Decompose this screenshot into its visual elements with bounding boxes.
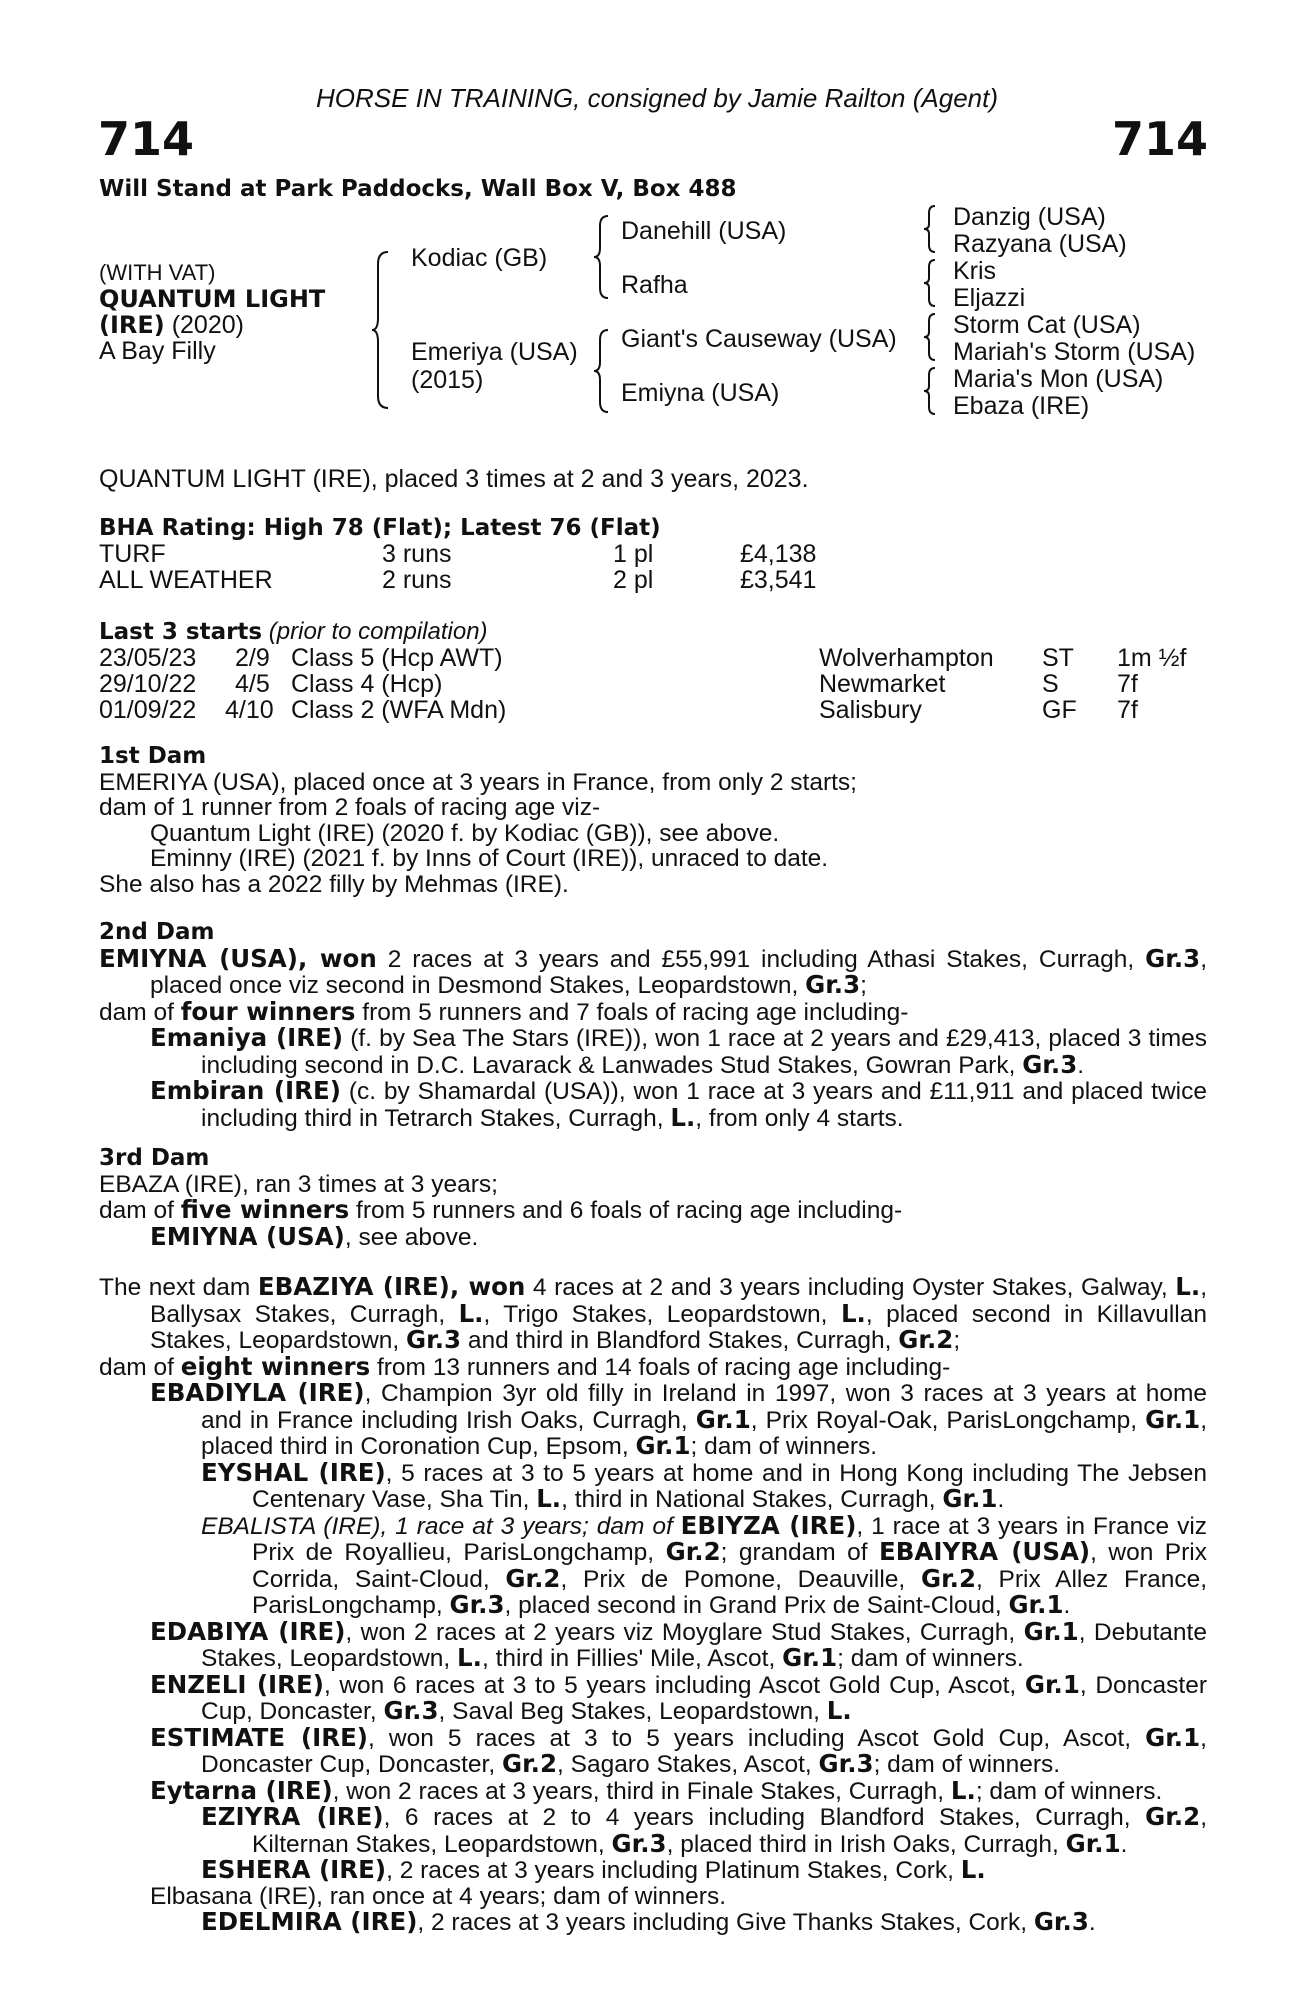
start-position: 4/5 [235,670,270,698]
consignment-line: HORSE IN TRAINING, consigned by Jamie Railton (Agent) [315,83,999,113]
record-text: EBALISTA (IRE), 1 race at 3 years; dam of [201,1512,681,1540]
grade-label: Gr.3 [383,1696,439,1725]
dam-name: EBAZIYA (IRE), won [257,1272,526,1301]
produce-entry [99,1457,1208,1513]
pedigree-brace-sire [592,214,612,300]
grade-label: Gr.2 [505,1563,561,1593]
produce-entry [99,1722,1207,1778]
start-distance: 7f [1117,696,1138,724]
dam-name [411,338,578,394]
g3-ancestor: Maria's Mon (USA) [953,365,1164,393]
horse-country: (IRE) [99,311,165,339]
third-dam-heading: 3rd Dam [99,1145,210,1171]
grade-label: Gr.3 [406,1325,462,1354]
grade-label: Gr.1 [942,1484,998,1513]
start-date: 01/09/22 [99,696,197,724]
produce-name: Emaniya (IRE) [150,1023,344,1052]
grade-label: L. [458,1298,484,1328]
pedigree-brace-dam [592,328,612,414]
grade-label: L. [826,1696,852,1725]
record-text: , placed second in Grand Prix de Saint-Cloud, [504,1592,1009,1619]
first-dam-section [99,744,1207,897]
record-text: , won 6 races at 3 to 5 years including Ascot Gold Cup, Ascot, [323,1671,1025,1699]
g3-ancestor: Mariah's Storm (USA) [953,338,1196,366]
produce-name: ESHERA (IRE) [201,1855,387,1884]
rating-placed: 2 pl [613,566,654,594]
punctuation: ; [953,1327,961,1354]
record-text: , Doncaster Cup, Doncaster, [201,1724,1207,1778]
punctuation: . [1120,1830,1128,1858]
start-race: Class 2 (WFA Mdn) [291,696,507,724]
record-text: , won Prix Corrida, Saint-Cloud, [252,1539,1208,1593]
record-text: , Saval Beg Stakes, Leopardstown, [438,1698,827,1725]
produce-name: EBAIYRA (USA) [878,1537,1091,1566]
produce-name: EDELMIRA (IRE) [201,1907,418,1936]
record-text: , placed third in Irish Oaks, Curragh, [666,1830,1066,1858]
record-text: , third in Fillies' Mile, Ascot, [481,1645,783,1672]
pedigree-brace-g3-2 [922,258,938,308]
record-text: , won 2 races at 3 years, third in Finale Stakes, Curragh, [332,1777,951,1805]
start-row [99,671,1219,697]
rating-placed: 1 pl [613,540,654,568]
record-text: , placed third in Coronation Cup, Epsom, [201,1406,1207,1460]
record-text: ; dam of winners. [873,1751,1061,1778]
sire-name: Kodiac (GB) [411,244,548,272]
punctuation: . [997,1486,1005,1513]
start-position: 2/9 [235,644,270,672]
first-dam-line: She also has a 2022 filly by Mehmas (IRE). [99,870,569,898]
dam-name-line1: Emeriya (USA) [411,338,578,366]
punctuation: . [1077,1051,1085,1079]
second-dam-produce-intro [99,996,1207,1026]
record-text: 2 races at 3 years and £55,991 including Athasi Stakes, Curragh, [376,945,1146,973]
record-text: 4 races at 2 and 3 years including Oyster Stakes, Galway, [525,1274,1176,1301]
grade-label: Gr.1 [695,1404,751,1434]
record-text: , Sagaro Stakes, Ascot, [557,1751,819,1778]
horse-name: QUANTUM LIGHT [99,285,326,313]
starts-title: Last 3 starts [99,619,263,645]
grade-label: Gr.3 [611,1828,667,1858]
produce-entry [99,1669,1207,1725]
third-dam-line: EBAZA (IRE), ran 3 times at 3 years; [99,1170,498,1198]
record-text: dam of [99,998,181,1026]
record-text: ; dam of winners. [837,1645,1024,1672]
start-distance: 1m ½f [1117,644,1187,672]
produce-entry [99,1221,1207,1251]
produce-name: EDABIYA (IRE) [150,1616,346,1646]
dam-sire: Giant's Causeway (USA) [621,325,897,353]
rating-surface: ALL WEATHER [99,566,273,594]
lot-number-right: 714 [1111,112,1208,166]
grade-label: L. [1175,1272,1201,1301]
g3-ancestor: Eljazzi [953,284,1026,312]
start-position: 4/10 [225,696,274,724]
produce-entry [99,1025,1207,1078]
grade-label: Gr.1 [635,1431,691,1460]
pedigree-brace-g3-4 [922,366,938,416]
rating-title: BHA Rating: High 78 (Flat); Latest 76 (Flat) [99,515,661,541]
sire-dam: Rafha [621,271,688,299]
produce-entry [99,1909,1207,1936]
next-dam-produce-intro [99,1351,1207,1381]
record-text: from 5 runners and 7 foals of racing age including- [355,998,909,1026]
record-text: , Trigo Stakes, Leopardstown, [483,1300,841,1328]
record-text: (c. by Shamardal (USA)), won 1 race at 3 years and £11,911 and placed twice including third in Tetrarch Stakes, Curragh, [201,1078,1207,1132]
g3-ancestor: Ebaza (IRE) [953,392,1090,420]
dam-foaled-year: (2015) [411,366,484,394]
grade-label: L. [457,1643,482,1672]
grade-label: Gr.1 [1023,1616,1079,1646]
start-race: Class 5 (Hcp AWT) [291,644,503,672]
grade-label: L. [840,1298,866,1328]
grade-label: Gr.1 [1024,1669,1080,1699]
dam-name: EMIYNA (USA), won [99,943,377,973]
grade-label: Gr.3 [1145,943,1201,973]
first-dam-line: dam of 1 runner from 2 foals of racing age viz- [99,794,601,821]
punctuation: ; [860,972,867,999]
record-text: , won 5 races at 3 to 5 years including Ascot Gold Cup, Ascot, [368,1724,1146,1752]
start-date: 29/10/22 [99,670,197,698]
produce-entry [99,1380,1207,1460]
horse-year: (2020) [171,311,244,339]
record-text: , third in National Stakes, Curragh, [561,1486,943,1513]
first-dam-line: EMERIYA (USA), placed once at 3 years in France, from only 2 starts; [99,768,857,796]
starts-note: (prior to compilation) [268,618,488,645]
record-text: , see above. [344,1223,479,1251]
produce-name: Eytarna (IRE) [150,1775,333,1805]
g3-ancestor: Danzig (USA) [953,203,1106,231]
record-text: , 2 races at 3 years including Platinum Stakes, Cork, [386,1857,961,1884]
grade-label: Gr.3 [1022,1049,1078,1079]
start-race: Class 4 (Hcp) [291,670,443,698]
grade-label: Gr.2 [665,1537,721,1566]
start-row [99,645,1219,671]
start-date: 23/05/23 [99,644,197,672]
next-dam-section [99,1274,1207,1936]
first-dam-produce: Eminny (IRE) (2021 f. by Inns of Court (IRE)), unraced to date. [150,845,829,872]
grade-label: Gr.1 [1065,1828,1121,1858]
record-text: , Champion 3yr old filly in Ireland in 1997, won 3 races at 3 years at home and in France including Irish Oaks, Curragh, [201,1380,1207,1434]
grade-label: Gr.2 [1145,1802,1201,1831]
rating-prize: £3,541 [740,566,817,594]
start-going: GF [1042,696,1077,724]
grade-label: Gr.3 [1033,1907,1089,1936]
start-row [99,697,1219,723]
record-text: , Prix de Pomone, Deauville, [560,1565,921,1593]
start-course: Wolverhampton [819,644,994,672]
record-text: ; grandam of [720,1539,879,1566]
winners-count: five winners [180,1195,350,1224]
produce-name: EBADIYLA (IRE) [150,1378,365,1407]
second-dam-record [99,943,1207,999]
record-text: ; dam of winners. [690,1433,878,1460]
horse-description: A Bay Filly [99,337,216,365]
record-text: , 5 races at 3 to 5 years at home and in Hong Kong including The Jebsen Centenary Vase, Sha Tin, [252,1459,1208,1513]
record-text: , from only 4 starts. [695,1104,904,1132]
produce-name: Embiran (IRE) [150,1076,341,1105]
vat-note: (WITH VAT) [99,260,216,285]
grade-label: Gr.1 [1145,1404,1201,1434]
second-dam-heading: 2nd Dam [99,919,215,945]
rating-surface: TURF [99,540,166,568]
record-text: , placed second in Killavullan Stakes, Leopardstown, [150,1300,1207,1354]
record-text: from 13 runners and 14 foals of racing age including- [370,1353,951,1381]
first-dam-produce: Quantum Light (IRE) (2020 f. by Kodiac (GB)), see above. [150,819,780,847]
grade-label: Gr.2 [898,1325,954,1354]
third-generation [953,204,1195,420]
produce-entry [99,1510,1208,1619]
grade-label: L. [536,1484,562,1513]
produce-entry [99,1078,1207,1131]
g3-ancestor: Storm Cat (USA) [953,311,1141,339]
grade-label: Gr.3 [818,1749,874,1778]
next-dam-record [99,1274,1207,1354]
grade-label: Gr.2 [501,1749,558,1778]
stable-location: Will Stand at Park Paddocks, Wall Box V, Box 488 [99,176,737,202]
rating-runs: 3 runs [382,540,452,568]
grade-label: L. [670,1102,696,1132]
start-going: S [1042,670,1059,698]
record-text: , Ballysax Stakes, Curragh, [150,1274,1208,1328]
lot-number-left: 714 [98,112,195,166]
grade-label: L. [950,1775,976,1805]
horse-identity [99,260,325,364]
starts-heading [99,618,488,646]
rating-runs: 2 runs [382,566,452,594]
produce-entry [99,1857,1207,1884]
grade-label: Gr.3 [805,970,861,999]
pedigree-brace-g3-1 [922,204,938,254]
third-dam-produce-intro [99,1197,1207,1224]
produce-entry [99,1804,1207,1857]
grade-label: Gr.3 [449,1590,505,1619]
grade-label: Gr.1 [782,1643,838,1672]
grade-label: Gr.1 [1145,1722,1201,1752]
record-text: from 5 runners and 6 foals of racing age including- [349,1197,903,1224]
produce-entry: Elbasana (IRE), ran once at 4 years; dam of winners. [150,1882,727,1910]
record-text: , 1 race at 3 years in France viz Prix de Royallieu, ParisLongchamp, [252,1512,1208,1566]
record-text: , placed once viz second in Desmond Stakes, Leopardstown, [150,945,1207,999]
record-text: , Kilternan Stakes, Leopardstown, [252,1804,1208,1858]
record-text: , Prix Allez France, ParisLongchamp, [252,1565,1207,1619]
record-text: (f. by Sea The Stars (IRE)), won 1 race at 2 years and £29,413, placed 3 times including second in D.C. Lavarack & Lanwades Stud Stakes, Gowran Park, [201,1025,1207,1079]
produce-name: EMIYNA (USA) [150,1221,345,1251]
produce-entry [99,1775,1207,1805]
second-dam-section [99,920,1207,1131]
grade-label: Gr.1 [1008,1590,1064,1619]
grade-label: Gr.2 [920,1563,977,1593]
punctuation: . [1088,1909,1096,1936]
record-text: The next dam [99,1274,258,1301]
record-text: , Doncaster Cup, Doncaster, [201,1671,1207,1725]
g3-ancestor: Razyana (USA) [953,230,1127,258]
winners-count: four winners [180,996,356,1026]
winners-count: eight winners [180,1351,371,1381]
rating-prize: £4,138 [740,540,817,568]
pedigree-brace-main [370,250,394,410]
record-text: and third in Blandford Stakes, Curragh, [461,1327,899,1354]
record-text: dam of [99,1353,181,1381]
produce-entry [99,1616,1207,1672]
produce-name: ESTIMATE (IRE) [150,1722,368,1752]
produce-name: EZIYRA (IRE) [201,1802,384,1831]
produce-name: EBIYZA (IRE) [680,1510,857,1540]
pedigree-brace-g3-3 [922,312,938,362]
dam-dam: Emiyna (USA) [621,379,780,407]
record-text: , Debutante Stakes, Leopardstown, [201,1618,1207,1672]
g3-ancestor: Kris [953,257,997,285]
record-text: , 6 races at 2 to 4 years including Blandford Stakes, Curragh, [383,1804,1146,1831]
record-text: , won 2 races at 2 years viz Moyglare Stud Stakes, Curragh, [345,1618,1024,1646]
start-going: ST [1042,644,1074,672]
record-text: , Prix Royal-Oak, ParisLongchamp, [750,1406,1146,1434]
start-course: Salisbury [819,696,922,724]
start-course: Newmarket [819,670,946,698]
record-text: dam of [99,1197,181,1224]
produce-name: ENZELI (IRE) [150,1669,324,1699]
produce-name: EYSHAL (IRE) [201,1457,386,1487]
third-dam-section [99,1146,1207,1250]
sire-sire: Danehill (USA) [621,217,787,245]
record-text: , 2 races at 3 years including Give Thanks Stakes, Cork, [417,1909,1034,1936]
start-distance: 7f [1117,670,1138,698]
punctuation: . [1063,1592,1071,1619]
record-text: ; dam of winners. [975,1777,1163,1805]
grade-label: L. [960,1855,986,1884]
race-summary: QUANTUM LIGHT (IRE), placed 3 times at 2 and 3 years, 2023. [99,465,809,493]
first-dam-heading: 1st Dam [99,743,207,769]
